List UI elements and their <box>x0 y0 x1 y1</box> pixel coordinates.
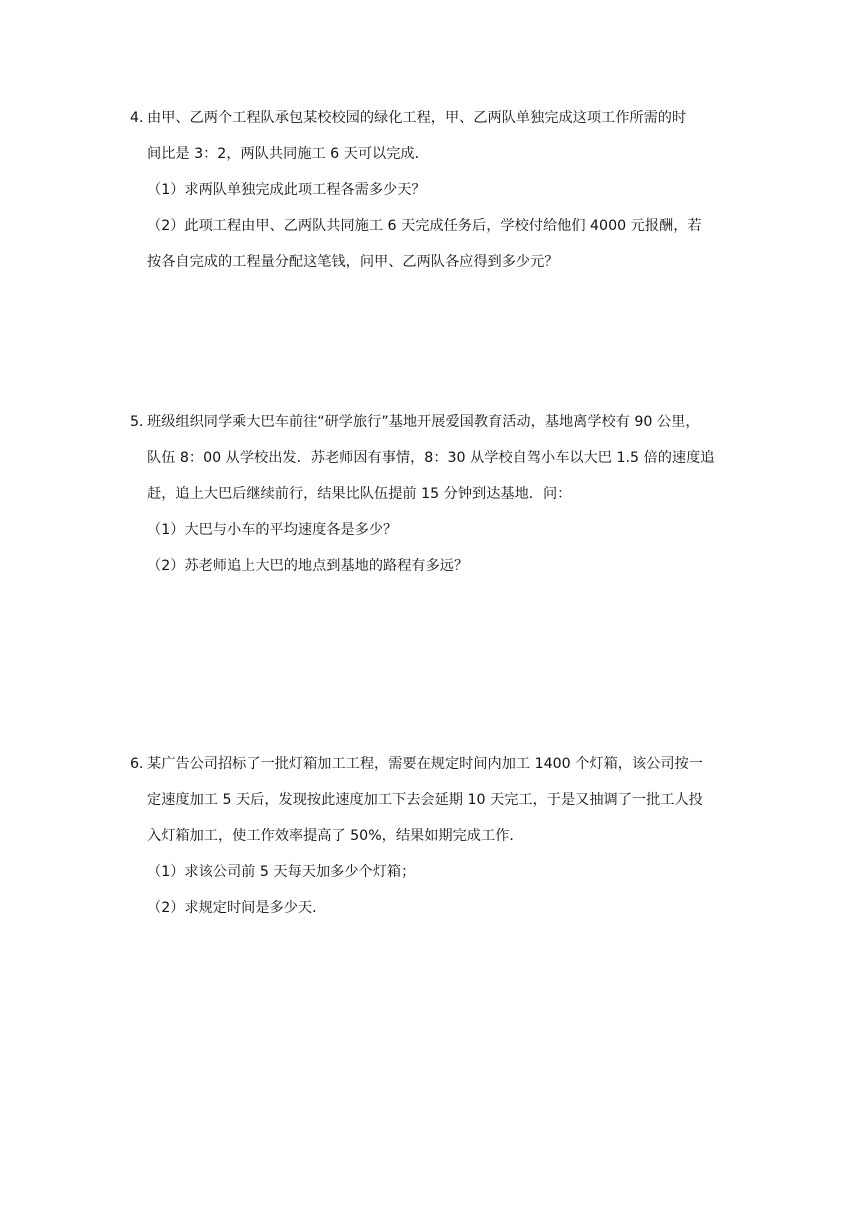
sub-question-1: （1）求两队单独完成此项工程各需多少天？ <box>147 182 426 198</box>
problem-5 <box>130 412 742 592</box>
problem-stem-line: 赶，追上大巴后继续前行，结果比队伍提前 15 分钟到达基地．问： <box>147 486 572 502</box>
problem-stem-text: 某广告公司招标了一批灯箱加工工程，需要在规定时间内加工 1400 个灯箱，该公司按一 <box>147 756 703 772</box>
sub-question-2-continued: 按各自完成的工程量分配这笔钱，问甲、乙两队各应得到多少元？ <box>147 254 559 270</box>
problem-stem-line <box>130 108 742 144</box>
sub-question-2: （2）此项工程由甲、乙两队共同施工 6 天完成任务后，学校付给他们 4000 元报酬，若 <box>147 218 702 234</box>
problem-number: 4． <box>130 110 154 126</box>
problem-number: 5． <box>130 414 154 430</box>
problem-stem-line: 入灯箱加工，使工作效率提高了 50%，结果如期完成工作． <box>147 828 524 844</box>
sub-question-2: （2）求规定时间是多少天． <box>147 900 327 916</box>
problem-6 <box>130 754 742 934</box>
problem-stem-line: 间比是 3：2，两队共同施工 6 天可以完成． <box>147 146 429 162</box>
problem-number: 6． <box>130 756 154 772</box>
sub-question-1: （1）大巴与小车的平均速度各是多少？ <box>147 522 398 538</box>
problem-stem-line <box>130 412 742 448</box>
problem-stem-line: 定速度加工 5 天后，发现按此速度加工下去会延期 10 天完工，于是又抽调了一批工人投 <box>147 792 703 808</box>
problem-stem-text: 由甲、乙两个工程队承包某校校园的绿化工程，甲、乙两队单独完成这项工作所需的时 <box>147 110 687 126</box>
problem-4 <box>130 108 742 288</box>
problem-stem-line: 队伍 8：00 从学校出发．苏老师因有事情，8：30 从学校自驾小车以大巴 1.5 倍的速度追 <box>147 450 715 466</box>
problem-stem-text: 班级组织同学乘大巴车前往“研学旅行”基地开展爱国教育活动，基地离学校有 90 公里， <box>147 414 700 430</box>
sub-question-2: （2）苏老师追上大巴的地点到基地的路程有多远？ <box>147 558 469 574</box>
problem-stem-line <box>130 754 742 790</box>
sub-question-1: （1）求该公司前 5 天每天加多少个灯箱； <box>147 864 416 880</box>
